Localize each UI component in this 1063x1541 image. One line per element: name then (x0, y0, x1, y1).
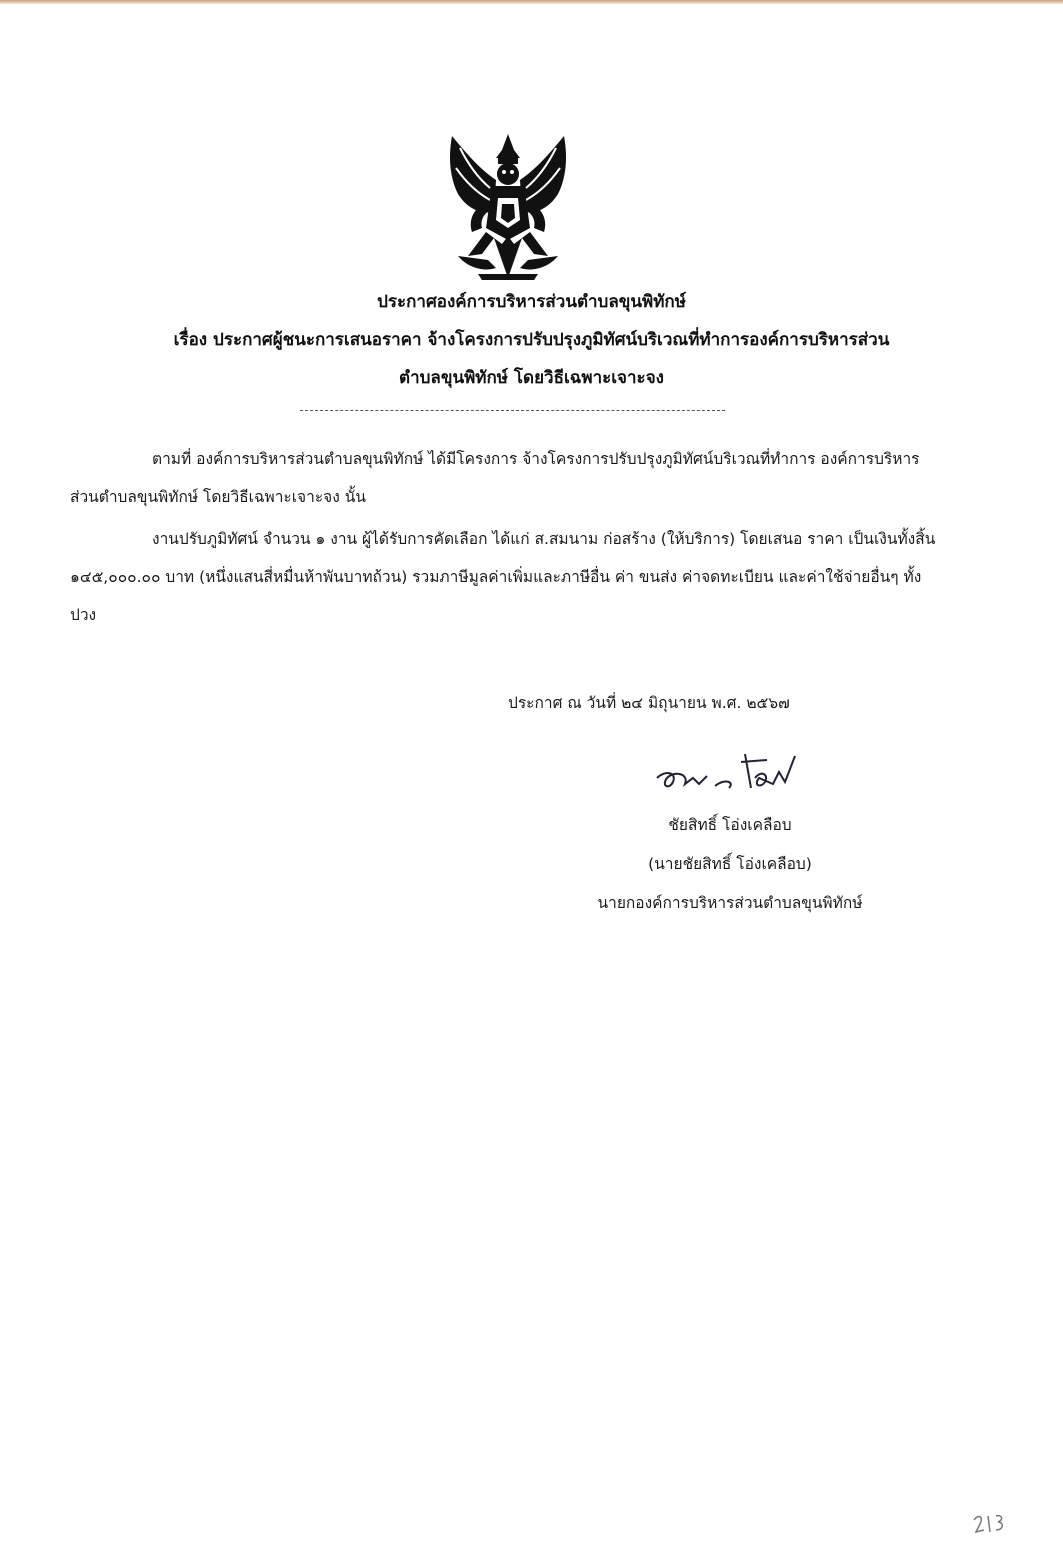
announcement-subject-cont: ตำบลขุนพิทักษ์ โดยวิธีเฉพาะเจาะจง (399, 368, 664, 388)
handwritten-signature-icon (655, 748, 805, 803)
announcement-date: ประกาศ ณ วันที่ ๒๔ มิถุนายน พ.ศ. ๒๕๖๗ (508, 694, 790, 712)
body-paragraph-2: งานปรับภูมิทัศน์ จำนวน ๑ งาน ผู้ได้รับการคัดเลือก ได้แก่ ส.สมนาม ก่อสร้าง (ให้บริการ) โดยเสนอ ราคา เป็นเงินทั้งสิ้น ๑๔๕,๐๐๐.๐๐ บาท (หนึ่งแสนสี่หมื่นห้าพันบาทถ้วน) รวมภาษีมูลค่าเพิ่มและภาษีอื่น ค่า ขนส่ง ค่าจดทะเบียน และค่าใช้จ่ายอื่นๆ ทั้งปวง (70, 530, 936, 624)
signer-position: นายกองค์การบริหารส่วนตำบลขุนพิทักษ์ (597, 894, 863, 912)
handwritten-page-number-icon (970, 1510, 1010, 1538)
signer-full-name: (นายชัยสิทธิ์ โอ่งเคลือบ) (648, 855, 812, 873)
announcement-title: ประกาศองค์การบริหารส่วนตำบลขุนพิทักษ์ (377, 292, 686, 312)
divider (300, 410, 725, 411)
announcement-subject: เรื่อง ประกาศผู้ชนะการเสนอราคา จ้างโครงการปรับปรุงภูมิทัศน์บริเวณที่ทำการองค์การบริหารส่วน (173, 330, 890, 350)
page-top-edge (0, 0, 1063, 4)
signer-name: ชัยสิทธิ์ โอ่งเคลือบ (668, 816, 792, 834)
body-paragraph-1: ตามที่ องค์การบริหารส่วนตำบลขุนพิทักษ์ ได้มีโครงการ จ้างโครงการปรับปรุงภูมิทัศน์บริเวณที่ทำการ องค์การบริหารส่วนตำบลขุนพิทักษ์ โดยวิธีเฉพาะเจาะจง นั้น (70, 450, 920, 506)
garuda-emblem-icon (438, 128, 578, 288)
